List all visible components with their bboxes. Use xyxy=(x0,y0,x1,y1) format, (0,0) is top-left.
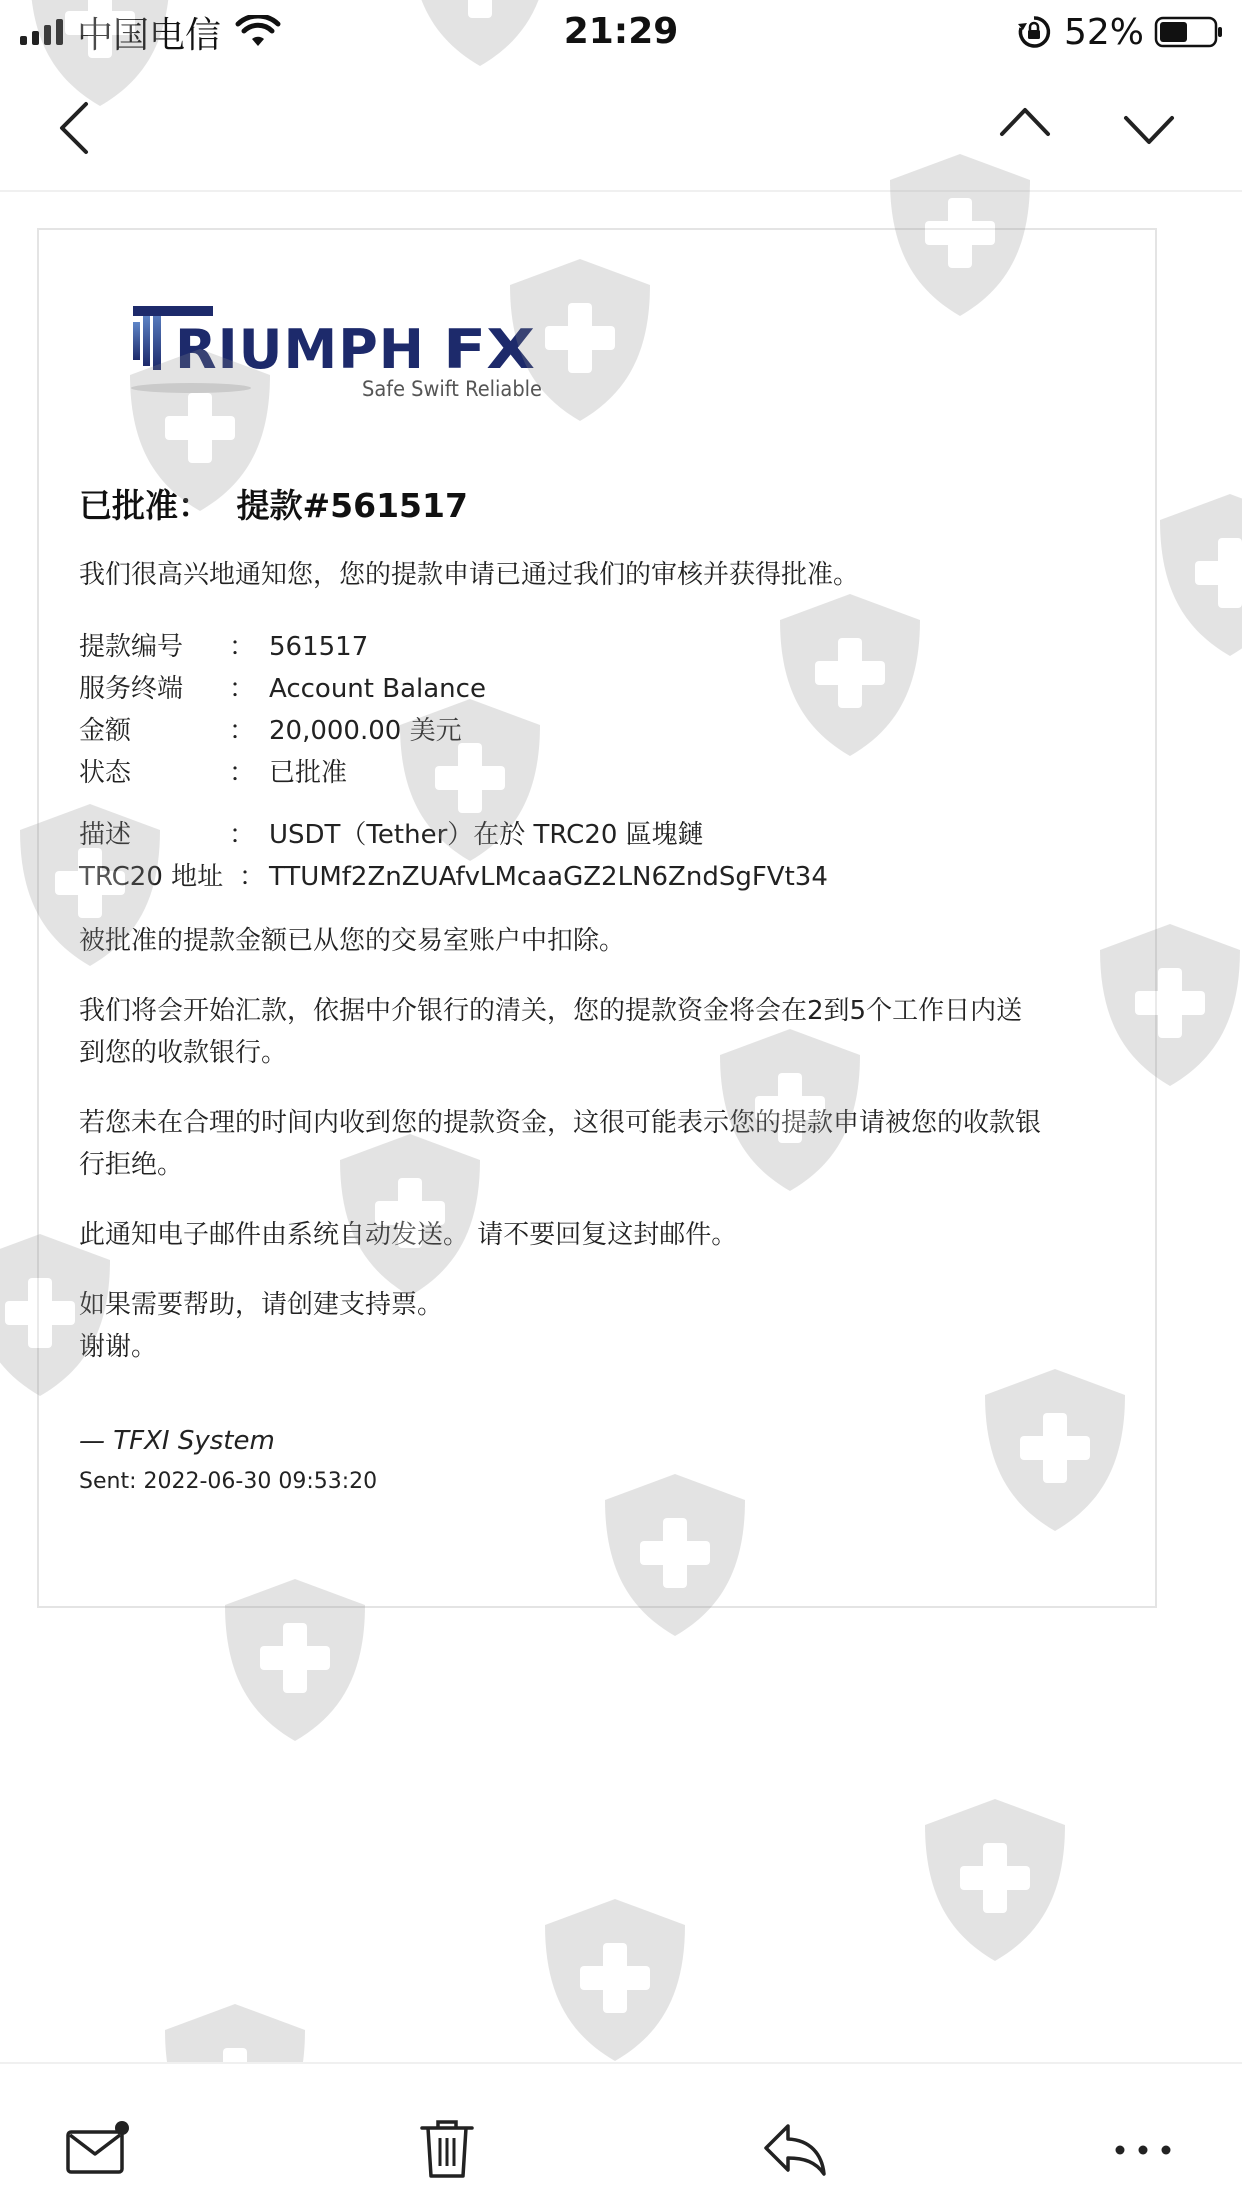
intro-paragraph: 我们很高兴地通知您，您的提款申请已通过我们的审核并获得批准。 xyxy=(79,560,860,590)
svg-text:RIUMPH: RIUMPH xyxy=(175,318,425,381)
detail-label: 状态 xyxy=(79,758,132,788)
detail-row: 金额 ： 20,000.00 美元 xyxy=(79,710,1139,752)
svg-text:FX: FX xyxy=(443,318,535,381)
withdrawal-details xyxy=(79,626,1139,794)
battery-percent: 52% xyxy=(1063,11,1144,53)
reject-paragraph: 若您未在合理的时间内收到您的提款资金，这很可能表示您的提款申请被您的收款银 行拒绝。 xyxy=(79,1108,1042,1180)
detail-row: 提款编号 ： 561517 xyxy=(79,626,1139,668)
help-paragraph: 如果需要帮助，请创建支持票。 谢谢。 xyxy=(79,1284,1139,1368)
bottom-toolbar xyxy=(0,2062,1242,2208)
detail-value: USDT（Tether）在於 TRC20 區塊鏈 xyxy=(269,820,704,850)
detail-label: 服务终端 xyxy=(79,674,184,704)
triumph-fx-logo xyxy=(131,302,551,402)
clock: 21:29 xyxy=(563,11,679,52)
mail-nav-bar xyxy=(0,64,1242,192)
detail-label: 提款编号 xyxy=(79,632,184,662)
sent-timestamp: Sent: 2022-06-30 09:53:20 xyxy=(79,1469,378,1494)
trash-icon[interactable] xyxy=(412,2114,482,2184)
payment-details xyxy=(79,814,1139,898)
shield-watermark-icon xyxy=(535,1895,695,2065)
svg-text:Safe Swift Reliable: Safe Swift Reliable xyxy=(362,377,542,401)
status-right xyxy=(1016,8,1224,56)
deducted-paragraph: 被批准的提款金额已从您的交易室账户中扣除。 xyxy=(79,926,626,956)
auto-sent-paragraph: 此通知电子邮件由系统自动发送。 请不要回复这封邮件。 xyxy=(79,1220,738,1250)
detail-row: 状态 ： 已批准 xyxy=(79,752,1139,794)
detail-value: Account Balance xyxy=(269,674,486,704)
more-icon[interactable] xyxy=(1108,2114,1178,2184)
detail-value: 20,000.00 美元 xyxy=(269,716,462,746)
rotation-lock-icon xyxy=(1016,14,1052,50)
transfer-paragraph: 我们将会开始汇款，依据中介银行的清关，您的提款资金将会在2到5个工作日内送 到您的收款银行。 xyxy=(79,996,1023,1068)
chevron-down-icon[interactable] xyxy=(1120,108,1178,152)
detail-row: 服务终端 ： Account Balance xyxy=(79,668,1139,710)
trc20-address[interactable]: TTUMf2ZnZUAfvLMcaaGZ2LN6ZndSgFVt34 xyxy=(269,862,828,892)
shield-watermark-icon xyxy=(1150,490,1242,660)
email-card xyxy=(37,228,1157,1608)
detail-label: 描述 xyxy=(79,820,132,850)
email-title xyxy=(79,482,1139,530)
title-withdrawal-id: 提款#561517 xyxy=(236,486,468,525)
email-body xyxy=(79,482,1139,1500)
detail-label: TRC20 地址 xyxy=(79,862,224,892)
shield-watermark-icon xyxy=(915,1795,1075,1965)
carrier-label: 中国电信 xyxy=(77,14,222,56)
detail-value: 561517 xyxy=(269,632,369,662)
detail-value: 已批准 xyxy=(269,758,348,788)
chevron-up-icon[interactable] xyxy=(996,100,1054,144)
detail-row: 描述 ： USDT（Tether）在於 TRC20 區塊鏈 xyxy=(79,814,1139,856)
signature: — TFXI System xyxy=(79,1426,275,1456)
reply-icon[interactable] xyxy=(760,2114,830,2184)
status-bar xyxy=(0,0,1242,64)
back-button[interactable] xyxy=(52,98,96,158)
detail-label: 金额 xyxy=(79,716,132,746)
title-status: 已批准： xyxy=(79,486,211,525)
mail-unread-icon[interactable] xyxy=(64,2114,134,2184)
thanks: 谢谢。 xyxy=(79,1332,158,1362)
detail-row: TRC20 地址 ： TTUMf2ZnZUAfvLMcaaGZ2LN6ZndSgFVt34 xyxy=(79,856,1139,898)
battery-icon xyxy=(1154,15,1224,49)
